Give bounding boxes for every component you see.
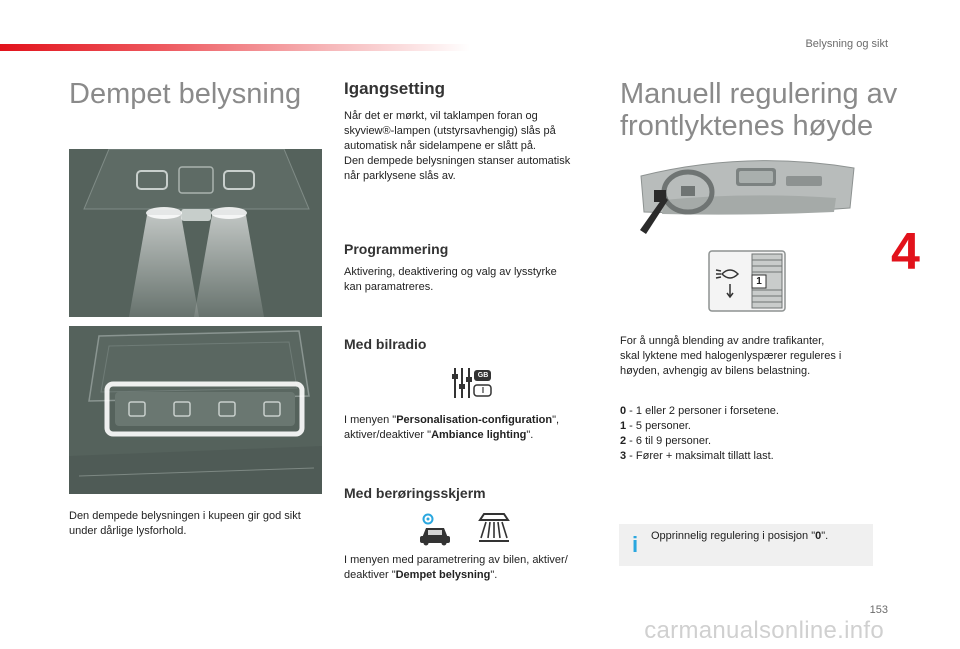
ceiling-lamp-illustration xyxy=(69,149,322,317)
header-accent-bar xyxy=(0,44,470,51)
radio-text: I menyen "Personalisation-configuration", aktiver/deaktiver "Ambiance lighting". xyxy=(344,414,560,441)
radio-option-name: Ambiance lighting xyxy=(431,429,527,441)
dashboard-illustration xyxy=(636,156,858,238)
activation-heading: Igangsetting xyxy=(344,79,446,98)
level-item: 3 - Fører + maksimalt tillatt last. xyxy=(620,450,774,462)
info-icon: i xyxy=(631,532,639,557)
ceiling-lamp-image xyxy=(69,149,322,317)
info-note-box xyxy=(619,524,873,566)
dimmed-lighting-caption: Den dempede belysningen i kupeen gir god sikt under dårlige lysforhold. xyxy=(69,510,301,537)
skyview-lamp-illustration xyxy=(69,326,322,494)
section-title: Belysning og sikt xyxy=(805,38,888,50)
ambient-light-icon xyxy=(476,510,512,544)
i-label: I xyxy=(481,386,485,395)
skyview-lamp-image xyxy=(69,326,322,494)
radio-heading: Med bilradio xyxy=(344,336,427,352)
radio-menu-name: Personalisation-configuration xyxy=(396,414,553,426)
chapter-number: 4 xyxy=(891,223,920,281)
switch-position-label: 1 xyxy=(756,276,762,287)
page-number: 153 xyxy=(869,604,888,616)
touchscreen-text: I menyen med parametrering av bilen, aktiver/ deaktiver "Dempet belysning". xyxy=(344,554,568,581)
car-settings-icon xyxy=(418,512,454,546)
info-note-text: Opprinnelig regulering i posisjon "0". xyxy=(651,530,829,542)
watermark: carmanualsonline.info xyxy=(644,617,884,644)
page-title: Dempet belysning xyxy=(69,78,302,110)
programming-heading: Programmering xyxy=(344,241,449,257)
programming-text: Aktivering, deaktivering og valg av lysstyrke kan paramatreres. xyxy=(344,266,557,293)
level-list xyxy=(620,404,880,464)
settings-sliders-icon xyxy=(449,366,493,400)
headlamp-height-switch-illustration xyxy=(708,250,786,312)
level-item: 0 - 1 eller 2 personer i forsetene. xyxy=(620,405,779,417)
headlamp-adjust-title: Manuell regulering av frontlyktenes høyde xyxy=(620,78,898,142)
headlamp-intro-text: For å unngå blending av andre trafikanter, skal lyktene med halogenlyspærer reguleres i høyden, avhengig av bilens belastning. xyxy=(620,335,842,377)
touchscreen-option-name: Dempet belysning xyxy=(395,569,491,581)
activation-text: Når det er mørkt, vil taklampen foran og skyview®-lampen (utstyrsavhengig) slås på automatisk når sidelampene er slått på. Den dempede belysningen stanser automatisk når parklysene slås av. xyxy=(344,110,571,182)
touchscreen-heading: Med berøringsskjerm xyxy=(344,485,486,501)
level-item: 2 - 6 til 9 personer. xyxy=(620,435,712,447)
gb-label: GB xyxy=(477,372,489,379)
level-item: 1 - 5 personer. xyxy=(620,420,691,432)
